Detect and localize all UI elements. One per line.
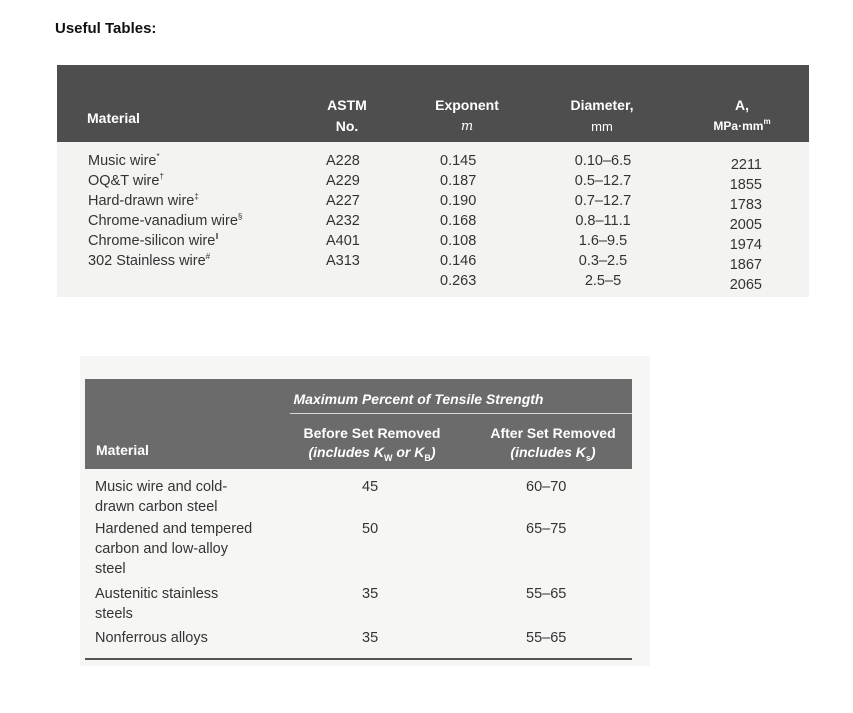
table-cell: 1974 [729, 237, 762, 253]
table-cell: 2065 [729, 277, 762, 293]
table-cell: 2.5–5 [584, 273, 622, 289]
table-cell: 0.168 [440, 213, 477, 229]
table-cell: 55–65 [526, 630, 567, 646]
table-cell: A401 [326, 233, 360, 249]
exponent-column [440, 151, 476, 291]
page-title: Useful Tables: [55, 20, 157, 37]
table-row: Chrome-vanadium wire§ [88, 212, 243, 229]
table-cell: 1855 [729, 177, 762, 193]
header-after-set-removed: After Set Removed (includes $K_s$) [490, 425, 616, 463]
table-row: Music wire and cold- drawn carbon steel [95, 479, 228, 515]
astm-column [326, 151, 360, 271]
table-cell: A313 [326, 253, 360, 269]
table-row: OQ&T wire† [88, 172, 164, 189]
table-cell: 60–70 [526, 479, 567, 495]
table-cell: 45 [362, 479, 379, 495]
table-cell: 2005 [729, 217, 762, 233]
table-row: Nonferrous alloys [95, 630, 208, 646]
diameter-column [563, 151, 643, 291]
table-cell: 0.5–12.7 [574, 173, 632, 189]
table-cell: A228 [326, 153, 360, 169]
table-cell: 1867 [729, 257, 762, 273]
header-before-set-removed: Before Set Removed (includes $K_W$ or $K_B$) [303, 425, 441, 463]
wire-constants-table [57, 65, 809, 297]
table-bottom-rule [85, 658, 632, 660]
table-row: Hard-drawn wire‡ [88, 192, 199, 209]
table-cell: 2211 [730, 157, 762, 173]
header-material: Material [96, 442, 149, 458]
table-cell: 0.108 [440, 233, 477, 249]
table-cell: 1.6–9.5 [578, 233, 628, 249]
header-span-title: Maximum Percent of Tensile Strength [293, 391, 544, 407]
header-exponent: Exponent m [435, 97, 499, 134]
tensile-strength-table [80, 356, 650, 666]
table-cell: 55–65 [526, 586, 567, 602]
table-cell: 0.145 [440, 153, 477, 169]
table-cell: 0.263 [440, 273, 477, 289]
table-cell: 35 [362, 586, 379, 602]
header-divider [290, 413, 632, 414]
table-row: Chrome-silicon wire‖ [88, 232, 219, 249]
table-cell: 0.187 [440, 173, 477, 189]
table-cell: 35 [362, 630, 379, 646]
a-constant-column [717, 155, 762, 295]
table-row: 302 Stainless wire# [88, 252, 211, 269]
table-cell: 50 [362, 521, 379, 537]
table-cell: 0.10–6.5 [574, 153, 632, 169]
header-a-constant: A, $MPa\cdot mm^m$ [713, 97, 771, 133]
table-cell: 0.190 [440, 193, 477, 209]
table-cell: 0.7–12.7 [574, 193, 632, 209]
header-astm: ASTM No. [327, 97, 367, 134]
material-column [88, 151, 242, 271]
header-material: Material [87, 110, 140, 126]
table-cell: A227 [326, 193, 360, 209]
table-row: Austenitic stainless steels [95, 586, 219, 622]
table-row: Music wire* [88, 152, 160, 169]
table-cell: 0.3–2.5 [578, 253, 628, 269]
table-cell: A232 [326, 213, 360, 229]
wire-table-header [57, 65, 809, 142]
tensile-table-header [85, 379, 632, 469]
header-diameter: Diameter, mm [570, 97, 634, 134]
table-cell: 0.146 [440, 253, 477, 269]
table-cell: A229 [326, 173, 360, 189]
table-cell: 0.8–11.1 [575, 213, 631, 229]
table-cell: 1783 [729, 197, 762, 213]
table-cell: 65–75 [526, 521, 567, 537]
table-row: Hardened and tempered carbon and low-alloy steel [95, 521, 253, 577]
